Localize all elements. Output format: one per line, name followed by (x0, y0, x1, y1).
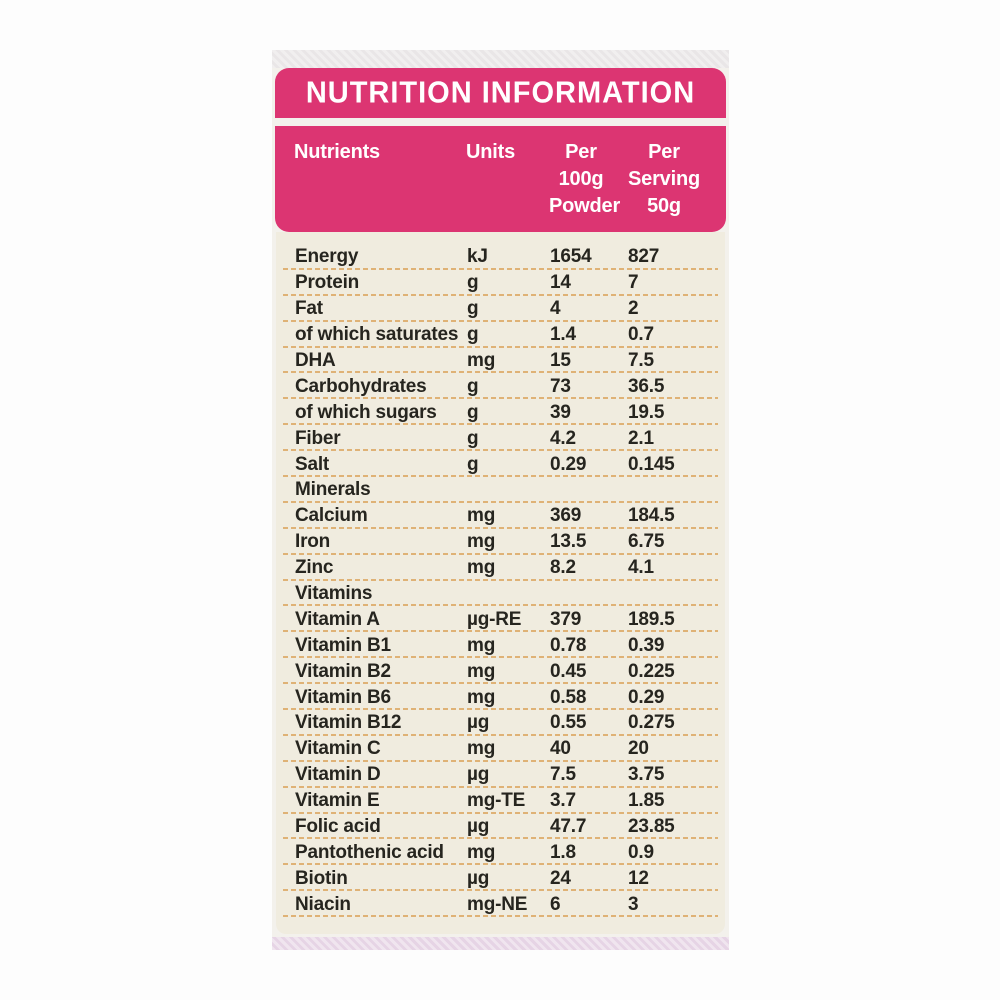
value-per-100g: 4.2 (550, 427, 576, 449)
value-per-serving: 36.5 (628, 375, 665, 397)
table-row (283, 348, 718, 374)
value-per-serving: 189.5 (628, 608, 675, 630)
nutrient-unit: mg (467, 557, 496, 579)
value-per-100g: 1.8 (550, 841, 576, 863)
value-per-serving: 184.5 (628, 505, 675, 527)
nutrient-name: Protein (295, 272, 360, 294)
table-row (283, 891, 718, 917)
nutrient-name: Zinc (295, 557, 334, 579)
nutrient-name: Vitamin B6 (295, 686, 391, 708)
nutrient-name: Salt (295, 453, 330, 475)
nutrient-name: Fat (295, 298, 323, 320)
value-per-100g: 1.4 (550, 324, 576, 346)
column-header-per-serving (627, 139, 726, 232)
value-per-100g: 47.7 (550, 816, 587, 838)
value-per-serving: 0.39 (628, 634, 665, 656)
table-row (283, 762, 718, 788)
table-row (283, 736, 718, 762)
value-per-serving: 3 (628, 893, 639, 915)
value-per-serving: 19.5 (628, 401, 665, 423)
value-per-100g: 14 (550, 272, 571, 294)
table-row (283, 477, 718, 503)
value-per-100g: 8.2 (550, 557, 576, 579)
value-per-100g: 15 (550, 350, 571, 371)
nutrient-unit: g (467, 298, 479, 320)
nutrient-unit: µg-RE (467, 608, 522, 630)
nutrient-name: of which saturates (295, 324, 459, 346)
value-per-serving: 827 (628, 246, 660, 268)
nutrient-unit: mg (467, 350, 496, 371)
value-per-serving: 0.29 (628, 686, 665, 708)
column-header-line: Serving (628, 168, 700, 190)
nutrient-unit: µg (467, 712, 490, 734)
table-row (283, 322, 718, 348)
value-per-100g: 39 (550, 401, 571, 423)
nutrient-unit: g (467, 401, 479, 423)
value-per-100g: 0.58 (550, 686, 587, 708)
value-per-100g: 369 (550, 505, 582, 527)
nutrient-name: Niacin (295, 893, 351, 915)
table-row (283, 814, 718, 840)
value-per-serving: 7.5 (628, 350, 654, 371)
nutrient-name: Calcium (295, 505, 368, 527)
nutrient-name: Vitamin C (295, 738, 381, 760)
table-row (283, 270, 718, 296)
nutrient-name: Carbohydrates (295, 375, 427, 397)
nutrient-unit: mg (467, 505, 496, 527)
nutrient-unit: mg (467, 634, 496, 656)
value-per-100g: 13.5 (550, 531, 587, 553)
nutrient-unit: mg (467, 686, 496, 708)
nutrient-unit: g (467, 453, 479, 475)
nutrient-name: Vitamin A (295, 608, 380, 630)
value-per-serving: 6.75 (628, 531, 665, 553)
column-header-line: Per (565, 141, 597, 163)
table-row (283, 425, 718, 451)
table-row (283, 529, 718, 555)
nutrition-label (272, 50, 729, 950)
nutrient-name: Folic acid (295, 816, 381, 838)
nutrient-name: Vitamins (295, 583, 373, 605)
nutrient-name: Vitamin B12 (295, 712, 402, 734)
table-row (283, 296, 718, 322)
value-per-100g: 6 (550, 893, 561, 915)
value-per-serving: 4.1 (628, 557, 654, 579)
nutrient-name: Biotin (295, 867, 348, 889)
nutrient-unit: g (467, 324, 479, 346)
nutrient-unit: µg (467, 816, 490, 838)
nutrient-name: of which sugars (295, 401, 437, 423)
value-per-serving: 23.85 (628, 816, 675, 838)
title-banner (275, 68, 726, 118)
table-row (283, 581, 718, 607)
value-per-100g: 0.29 (550, 453, 587, 475)
table-body (276, 232, 725, 934)
nutrient-name: DHA (295, 350, 336, 371)
value-per-100g: 24 (550, 867, 571, 889)
table-row (283, 710, 718, 736)
value-per-100g: 1654 (550, 246, 592, 268)
nutrient-unit: mg-TE (467, 790, 526, 812)
table-row (283, 399, 718, 425)
value-per-serving: 20 (628, 738, 649, 760)
value-per-serving: 0.9 (628, 841, 654, 863)
table-row (283, 865, 718, 891)
nutrient-unit: mg (467, 660, 496, 682)
value-per-100g: 0.45 (550, 660, 587, 682)
column-header-line: 100g (558, 168, 604, 190)
value-per-serving: 1.85 (628, 790, 665, 812)
table-row (283, 606, 718, 632)
value-per-serving: 2.1 (628, 427, 654, 449)
column-header-line: 50g (647, 195, 681, 217)
nutrient-unit: g (467, 375, 479, 397)
value-per-serving: 0.145 (628, 453, 675, 475)
column-header-nutrients: Nutrients (294, 141, 380, 163)
nutrient-name: Vitamin D (295, 764, 381, 786)
nutrient-name: Vitamin B1 (295, 634, 391, 656)
table-row (283, 658, 718, 684)
nutrient-name: Iron (295, 531, 331, 553)
package-bottom-edge (272, 937, 729, 950)
table-row (283, 451, 718, 477)
value-per-serving: 2 (628, 298, 639, 320)
table-row (283, 373, 718, 399)
table-row (283, 788, 718, 814)
value-per-100g: 379 (550, 608, 582, 630)
table-row (283, 244, 718, 270)
label-title: NUTRITION INFORMATION (305, 75, 696, 110)
value-per-serving: 0.7 (628, 324, 654, 346)
value-per-100g: 0.55 (550, 712, 587, 734)
column-header-per-100g (549, 139, 627, 232)
column-header-line: Powder (549, 195, 621, 217)
table-header-row (275, 126, 726, 232)
nutrient-unit: µg (467, 764, 490, 786)
nutrient-unit: kJ (467, 246, 488, 268)
value-per-100g: 40 (550, 738, 571, 760)
nutrient-name: Vitamin B2 (295, 660, 391, 682)
nutrient-unit: g (467, 272, 479, 294)
value-per-serving: 0.225 (628, 660, 675, 682)
nutrient-name: Minerals (295, 479, 371, 501)
table-row (283, 555, 718, 581)
value-per-serving: 3.75 (628, 764, 665, 786)
table-row (283, 684, 718, 710)
table-row (283, 632, 718, 658)
value-per-serving: 7 (628, 272, 639, 294)
nutrient-name: Vitamin E (295, 790, 380, 812)
value-per-serving: 0.275 (628, 712, 675, 734)
table-row (283, 503, 718, 529)
nutrient-name: Pantothenic acid (295, 841, 444, 863)
package-top-edge (272, 50, 729, 68)
value-per-100g: 0.78 (550, 634, 587, 656)
nutrient-unit: µg (467, 867, 490, 889)
nutrient-unit: mg (467, 531, 496, 553)
value-per-100g: 3.7 (550, 790, 576, 812)
nutrient-unit: mg (467, 841, 496, 863)
nutrient-unit: g (467, 427, 479, 449)
value-per-serving: 12 (628, 867, 649, 889)
nutrient-name: Fiber (295, 427, 341, 449)
table-row (283, 839, 718, 865)
value-per-100g: 73 (550, 375, 571, 397)
nutrient-unit: mg-NE (467, 893, 528, 915)
column-header-units: Units (466, 141, 516, 163)
nutrient-name: Energy (295, 246, 359, 268)
value-per-100g: 4 (550, 298, 561, 320)
value-per-100g: 7.5 (550, 764, 576, 786)
column-header-line: Per (648, 141, 680, 163)
nutrient-unit: mg (467, 738, 496, 760)
banner-divider (272, 118, 729, 126)
